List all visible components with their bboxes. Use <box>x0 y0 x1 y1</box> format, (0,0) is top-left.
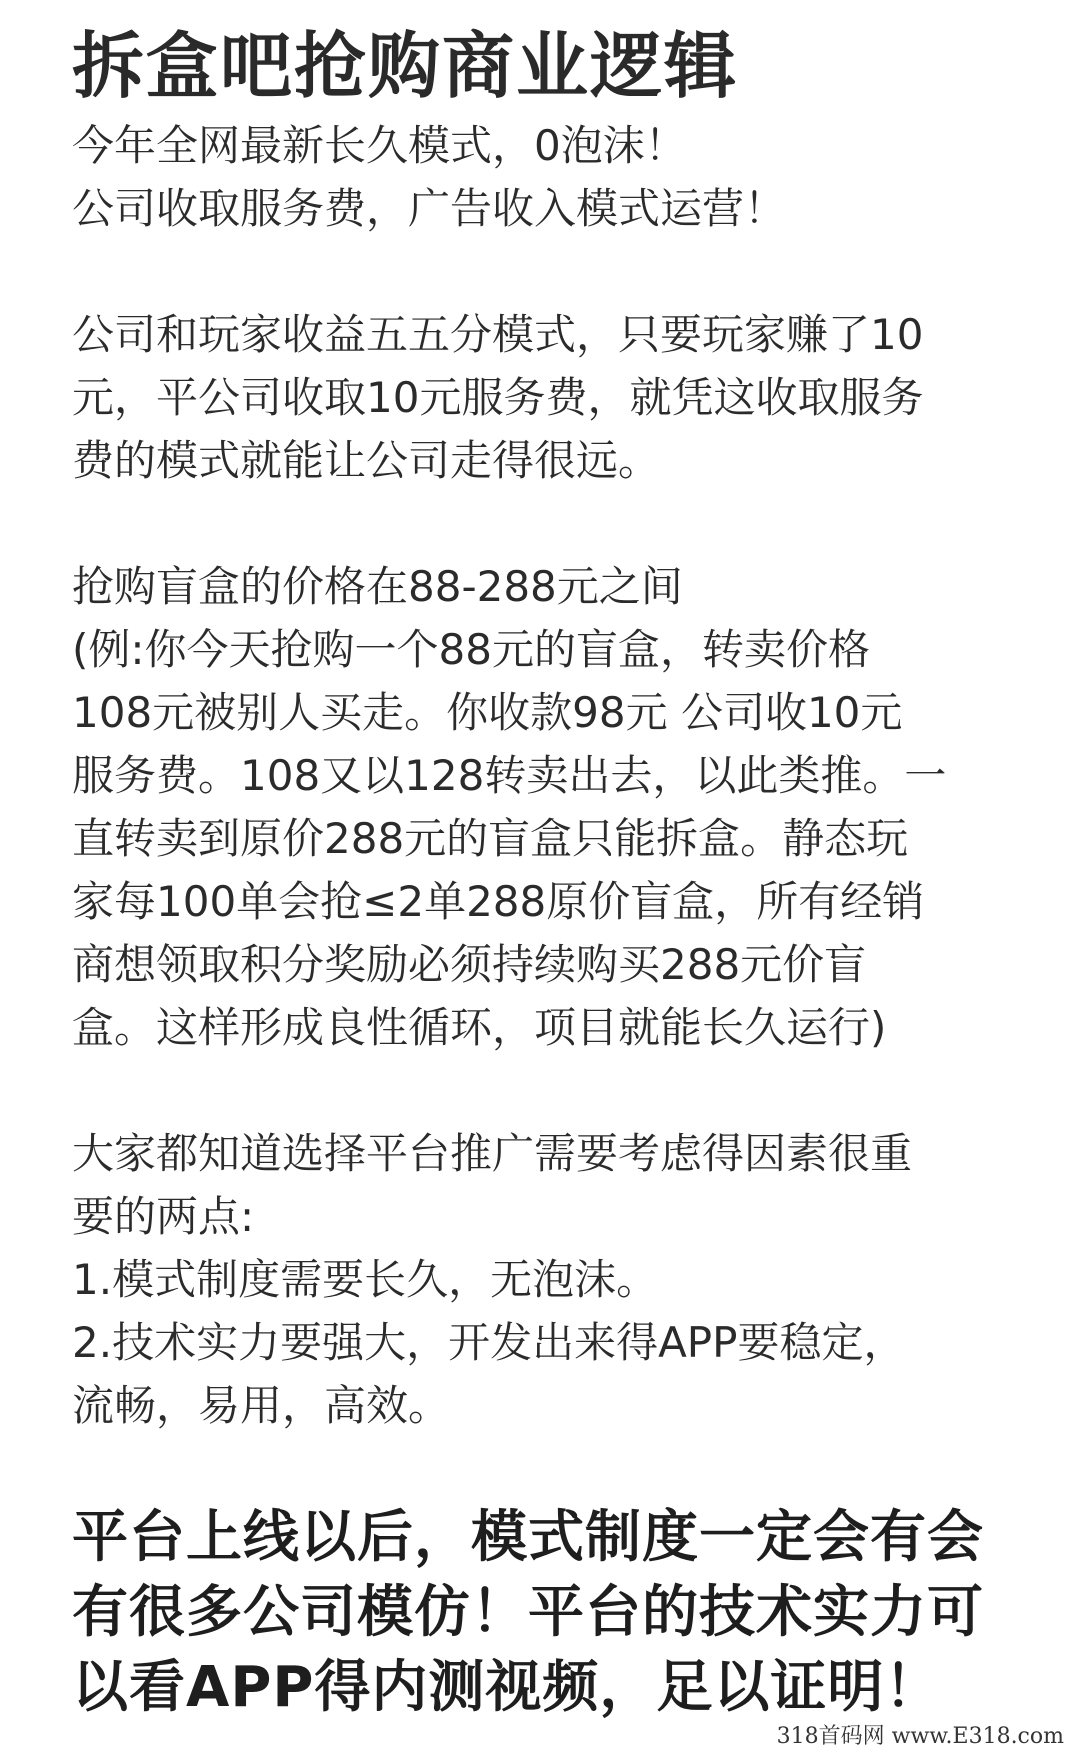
paragraph-line: 直转卖到原价288元的盲盒只能拆盒。静态玩 <box>72 814 909 863</box>
paragraph-line: 盒。这样形成良性循环，项目就能长久运行) <box>72 1003 887 1052</box>
paragraph-line: 家每100单会抢≤2单288原价盲盒，所有经销 <box>72 877 925 926</box>
conclusion-line: 平台上线以后，模式制度一定会有会 <box>72 1505 984 1570</box>
paragraph-line: 大家都知道选择平台推广需要考虑得因素很重 <box>72 1129 913 1178</box>
paragraph-gap <box>72 1059 1012 1122</box>
conclusion-paragraph <box>72 1500 1012 1725</box>
list-item: 1.模式制度需要长久，无泡沫。 <box>72 1255 659 1304</box>
intro-line: 公司收取服务费，广告收入模式运营！ <box>72 184 787 233</box>
paragraph-line: 要的两点: <box>72 1192 255 1241</box>
document-body <box>72 0 1012 1725</box>
blind-box-price-paragraph <box>72 555 1012 1059</box>
conclusion-line: 有很多公司模仿！平台的技术实力可 <box>72 1580 984 1645</box>
conclusion-line: 以看APP得内测视频，足以证明！ <box>72 1655 942 1720</box>
paragraph-line: 元，平公司收取10元服务费，就凭这收取服务 <box>72 373 924 422</box>
paragraph-line: 108元被别人买走。你收款98元 公司收10元 <box>72 688 903 737</box>
paragraph-gap <box>72 1437 1012 1500</box>
intro-section <box>72 114 1012 240</box>
paragraph-line: 商想领取积分奖励必须持续购买288元价盲 <box>72 940 867 989</box>
list-item: 2.技术实力要强大，开发出来得APP要稳定， <box>72 1318 906 1367</box>
paragraph-line: 公司和玩家收益五五分模式，只要玩家赚了10 <box>72 310 924 359</box>
paragraph-gap <box>72 240 1012 303</box>
intro-line: 今年全网最新长久模式，0泡沫！ <box>72 121 687 170</box>
platform-points-paragraph <box>72 1122 1012 1437</box>
revenue-split-paragraph <box>72 303 1012 492</box>
paragraph-line: 抢购盲盒的价格在88-288元之间 <box>72 562 683 611</box>
list-item: 流畅，易用，高效。 <box>72 1381 451 1430</box>
paragraph-gap <box>72 492 1012 555</box>
paragraph-line: 服务费。108又以128转卖出去，以此类推。一 <box>72 751 947 800</box>
paragraph-line: 费的模式就能让公司走得很远。 <box>72 436 661 485</box>
paragraph-line: (例:你今天抢购一个88元的盲盒，转卖价格 <box>72 625 870 674</box>
document-title: 拆盒吧抢购商业逻辑 <box>72 24 739 108</box>
site-watermark: 318首码网 www.E318.com <box>773 1722 1068 1752</box>
